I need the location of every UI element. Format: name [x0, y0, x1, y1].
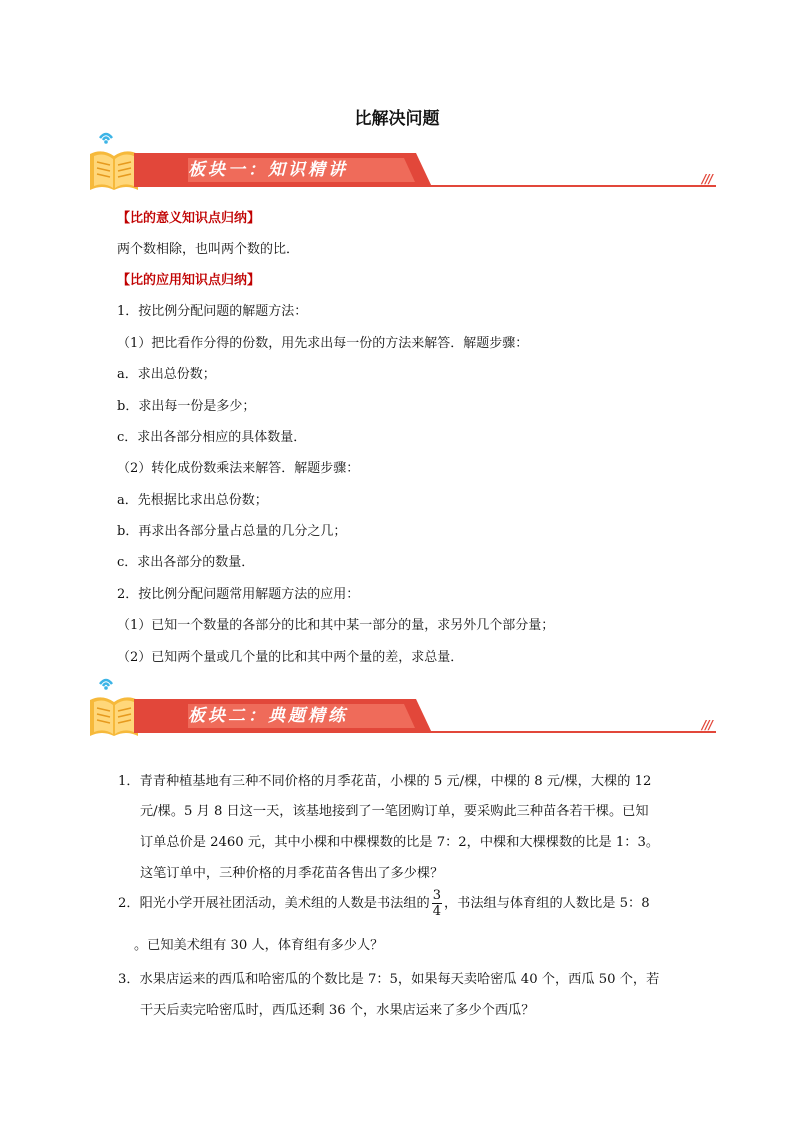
fraction-denominator: 4	[432, 904, 441, 919]
question-1-line: 订单总价是 2460 元，其中小棵和中棵棵数的比是 7：2，中棵和大棵棵数的比是 1：3。	[140, 835, 660, 850]
question-2-line	[118, 888, 650, 919]
question-2-text-before: 2．阳光小学开展社团活动，美术组的人数是书法组的	[118, 896, 430, 911]
meaning-text: 两个数相除，也叫两个数的比．	[117, 242, 300, 257]
question-1-line: 1．青青种植基地有三种不同价格的月季花苗，小棵的 5 元/棵，中棵的 8 元/棵，大棵的 12	[118, 774, 652, 789]
knowledge-line: c．求出各部分相应的具体数量．	[117, 430, 307, 445]
knowledge-line: a．先根据比求出总份数；	[117, 493, 268, 508]
question-3-line: 干天后卖完哈密瓜时，西瓜还剩 36 个，水果店运来了多少个西瓜？	[140, 1003, 535, 1018]
fraction	[432, 888, 442, 919]
knowledge-line: c．求出各部分的数量．	[117, 555, 255, 570]
section-banner-exercises	[86, 674, 716, 740]
knowledge-line: （2）已知两个量或几个量的比和其中两个量的差，求总量．	[117, 650, 464, 665]
question-3-line: 3．水果店运来的西瓜和哈密瓜的个数比是 7：5，如果每天卖哈密瓜 40 个，西瓜 50 个，若	[118, 972, 660, 987]
question-2-text-after: ，书法组与体育组的人数比是 5：8	[443, 896, 650, 911]
section-divider	[138, 731, 716, 733]
page-title: 比解决问题	[354, 109, 440, 129]
heading-application: 【比的应用知识点归纳】	[117, 273, 261, 288]
knowledge-line: b．再求出各部分量占总量的几分之几；	[117, 524, 347, 539]
section-divider	[138, 185, 716, 187]
heading-meaning: 【比的意义知识点归纳】	[117, 211, 261, 226]
slash-decoration: ///	[701, 172, 712, 186]
section-label: 板块一：知识精讲	[188, 160, 348, 180]
knowledge-line: b．求出每一份是多少；	[117, 399, 256, 414]
question-1-line: 这笔订单中，三种价格的月季花苗各售出了多少棵？	[140, 866, 444, 881]
knowledge-line: a．求出总份数；	[117, 367, 216, 382]
section-banner-knowledge	[86, 128, 716, 194]
knowledge-line: （1）把比看作分得的份数，用先求出每一份的方法来解答．解题步骤：	[117, 336, 529, 351]
fraction-numerator: 3	[432, 888, 441, 903]
question-2-line: 。已知美术组有 30 人，体育组有多少人？	[134, 938, 384, 953]
question-1-line: 元/棵。5 月 8 日这一天，该基地接到了一笔团购订单，要采购此三种苗各若干棵。已知	[140, 804, 649, 819]
knowledge-line: 2．按比例分配问题常用解题方法的应用：	[117, 587, 360, 602]
knowledge-line: （2）转化成份数乘法来解答．解题步骤：	[117, 461, 360, 476]
slash-decoration: ///	[701, 718, 712, 732]
section-label: 板块二：典题精练	[188, 706, 348, 726]
knowledge-line: （1）已知一个数量的各部分的比和其中某一部分的量，求另外几个部分量；	[117, 618, 555, 633]
knowledge-line: 1．按比例分配问题的解题方法：	[117, 304, 308, 319]
